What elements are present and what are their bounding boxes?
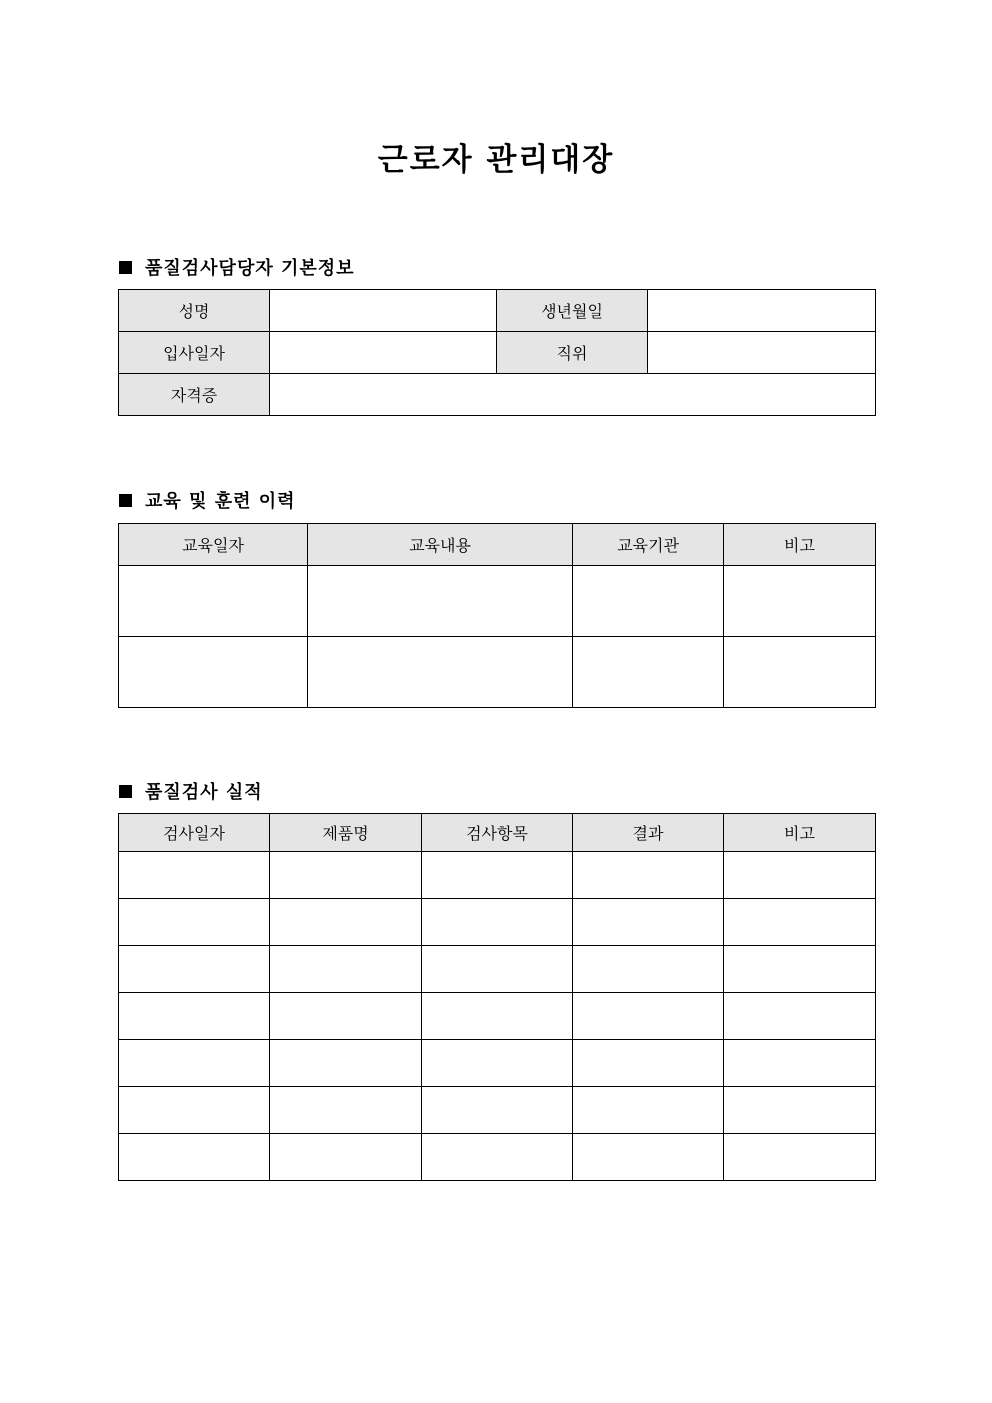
education-table — [118, 523, 876, 708]
table-cell[interactable] — [422, 899, 573, 946]
table-cell[interactable] — [724, 1040, 876, 1087]
table-cell[interactable] — [119, 566, 308, 637]
inspection-table — [118, 813, 876, 1181]
table-row — [119, 1040, 876, 1087]
table-cell[interactable] — [573, 1087, 724, 1134]
table-cell[interactable] — [573, 946, 724, 993]
table-cell[interactable] — [422, 1134, 573, 1181]
table-header-row — [119, 524, 876, 566]
table-cell[interactable] — [724, 637, 876, 708]
table-row — [119, 637, 876, 708]
table-cell[interactable] — [270, 1134, 422, 1181]
basic-info-heading — [119, 254, 355, 280]
column-header: 비고 — [724, 814, 876, 852]
table-cell[interactable] — [724, 566, 876, 637]
table-cell[interactable] — [573, 852, 724, 899]
birth-date-field[interactable] — [648, 290, 876, 332]
table-cell[interactable] — [573, 899, 724, 946]
table-cell[interactable] — [724, 1087, 876, 1134]
education-heading — [119, 487, 296, 513]
basic-info-table — [118, 289, 876, 416]
certificate-label: 자격증 — [119, 374, 270, 416]
position-field[interactable] — [648, 332, 876, 374]
table-cell[interactable] — [422, 1087, 573, 1134]
table-cell[interactable] — [724, 993, 876, 1040]
column-header: 비고 — [724, 524, 876, 566]
column-header: 결과 — [573, 814, 724, 852]
table-cell[interactable] — [119, 993, 270, 1040]
basic-info-heading-text: 품질검사담당자 기본정보 — [145, 258, 355, 279]
table-row — [119, 374, 876, 416]
table-cell[interactable] — [119, 1040, 270, 1087]
table-cell[interactable] — [270, 899, 422, 946]
table-cell[interactable] — [308, 637, 573, 708]
table-row — [119, 899, 876, 946]
name-label: 성명 — [119, 290, 270, 332]
table-cell[interactable] — [573, 1134, 724, 1181]
table-cell[interactable] — [308, 566, 573, 637]
table-header-row — [119, 814, 876, 852]
education-heading-text: 교육 및 훈련 이력 — [145, 491, 296, 512]
table-row — [119, 852, 876, 899]
hire-date-field[interactable] — [270, 332, 497, 374]
table-cell[interactable] — [724, 852, 876, 899]
column-header: 검사항목 — [422, 814, 573, 852]
table-row — [119, 1134, 876, 1181]
table-cell[interactable] — [573, 566, 724, 637]
certificate-field[interactable] — [270, 374, 876, 416]
table-cell[interactable] — [573, 637, 724, 708]
table-cell[interactable] — [270, 993, 422, 1040]
table-cell[interactable] — [270, 852, 422, 899]
column-header: 교육내용 — [308, 524, 573, 566]
table-cell[interactable] — [270, 1040, 422, 1087]
name-field[interactable] — [270, 290, 497, 332]
column-header: 교육기관 — [573, 524, 724, 566]
table-cell[interactable] — [573, 1040, 724, 1087]
table-cell[interactable] — [422, 946, 573, 993]
table-cell[interactable] — [119, 637, 308, 708]
table-cell[interactable] — [270, 1087, 422, 1134]
table-cell[interactable] — [119, 1134, 270, 1181]
table-row — [119, 946, 876, 993]
table-row — [119, 290, 876, 332]
square-bullet-icon — [119, 261, 132, 274]
document-title: 근로자 관리대장 — [377, 142, 615, 178]
table-cell[interactable] — [119, 852, 270, 899]
birth-date-label: 생년월일 — [497, 290, 648, 332]
hire-date-label: 입사일자 — [119, 332, 270, 374]
table-cell[interactable] — [119, 946, 270, 993]
inspection-heading — [119, 778, 263, 804]
table-row — [119, 1087, 876, 1134]
column-header: 교육일자 — [119, 524, 308, 566]
column-header: 제품명 — [270, 814, 422, 852]
square-bullet-icon — [119, 785, 132, 798]
table-cell[interactable] — [724, 1134, 876, 1181]
table-cell[interactable] — [119, 899, 270, 946]
table-cell[interactable] — [270, 946, 422, 993]
column-header: 검사일자 — [119, 814, 270, 852]
table-row — [119, 993, 876, 1040]
position-label: 직위 — [497, 332, 648, 374]
table-cell[interactable] — [422, 852, 573, 899]
inspection-heading-text: 품질검사 실적 — [145, 782, 263, 803]
table-cell[interactable] — [119, 1087, 270, 1134]
square-bullet-icon — [119, 494, 132, 507]
table-cell[interactable] — [724, 899, 876, 946]
table-cell[interactable] — [724, 946, 876, 993]
table-row — [119, 566, 876, 637]
table-cell[interactable] — [573, 993, 724, 1040]
table-row — [119, 332, 876, 374]
table-cell[interactable] — [422, 1040, 573, 1087]
table-cell[interactable] — [422, 993, 573, 1040]
